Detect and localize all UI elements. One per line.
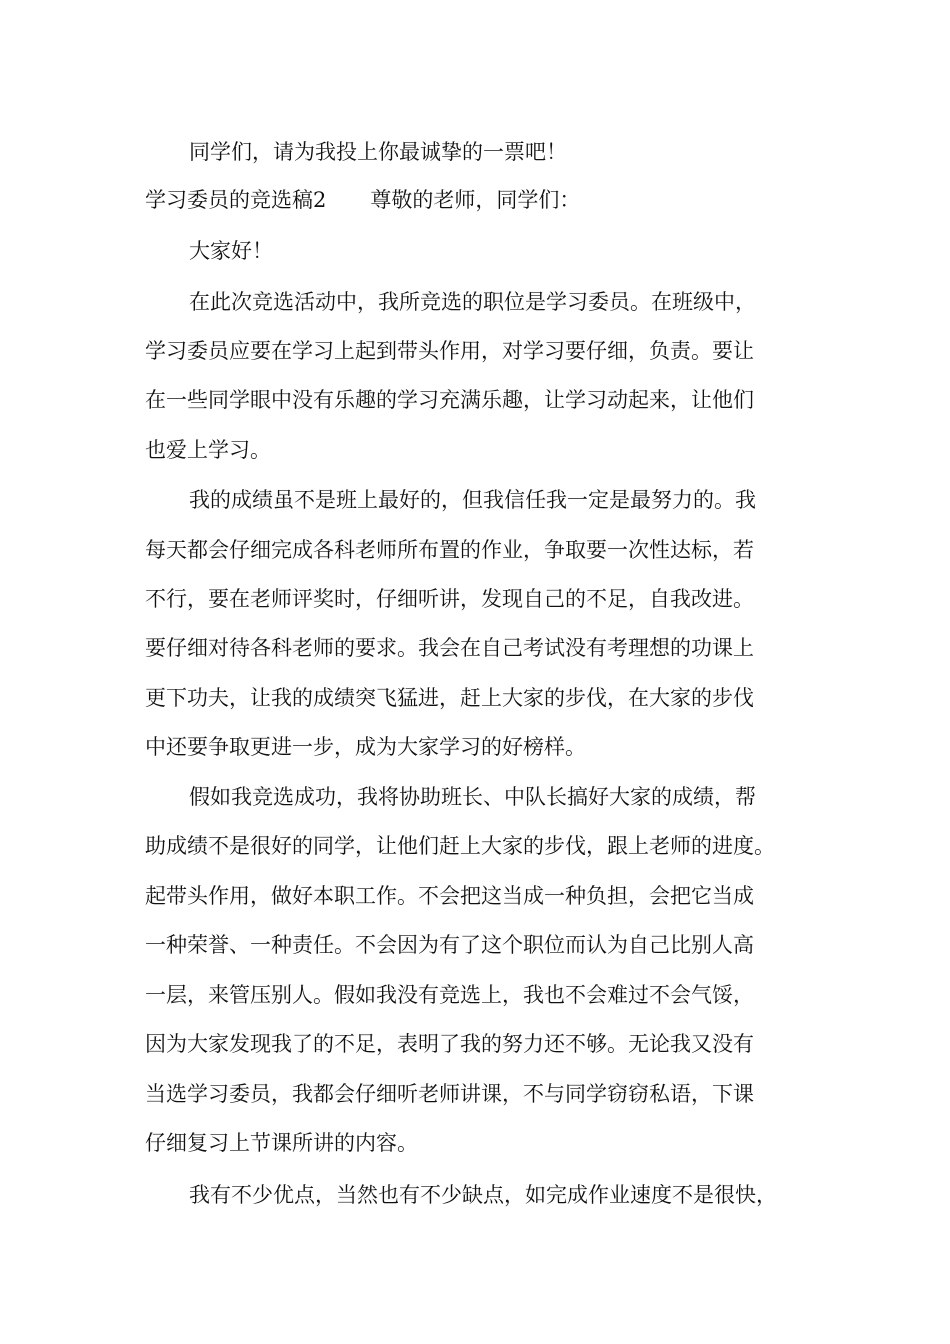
paragraph-line: 不行，要在老师评奖时，仔细听讲，发现自己的不足，自我改进。 — [145, 587, 754, 611]
paragraph-line: 仔细复习上节课所讲的内容。 — [145, 1131, 418, 1155]
paragraph-line: 更下功夫，让我的成绩突飞猛进，赶上大家的步伐，在大家的步伐 — [145, 686, 754, 710]
paragraph-line: 起带头作用，做好本职工作。不会把这当成一种负担，会把它当成 — [145, 884, 754, 908]
greeting: 大家好！ — [189, 239, 273, 263]
paragraph-line: 一种荣誉、一种责任。不会因为有了这个职位而认为自己比别人高 — [145, 933, 754, 957]
paragraph-line: 要仔细对待各科老师的要求。我会在自己考试没有考理想的功课上 — [145, 636, 754, 660]
paragraph-line: 当选学习委员，我都会仔细听老师讲课，不与同学窃窃私语，下课 — [145, 1082, 754, 1106]
paragraph-line: 一层，来管压别人。假如我没有竞选上，我也不会难过不会气馁， — [145, 983, 754, 1007]
paragraph-line: 每天都会仔细完成各科老师所布置的作业，争取要一次性达标，若 — [145, 538, 754, 562]
closing-line: 同学们，请为我投上你最诚挚的一票吧！ — [189, 140, 567, 164]
paragraph-line: 在一些同学眼中没有乐趣的学习充满乐趣，让学习动起来，让他们 — [145, 388, 754, 412]
paragraph-line: 在此次竞选活动中，我所竞选的职位是学习委员。在班级中， — [189, 290, 756, 314]
section-heading-line — [145, 186, 580, 214]
paragraph-line: 我有不少优点，当然也有不少缺点，如完成作业速度不是很快， — [189, 1183, 777, 1207]
paragraph-line: 中还要争取更进一步，成为大家学习的好榜样。 — [145, 735, 586, 759]
salutation: 尊敬的老师，同学们： — [370, 188, 581, 212]
paragraph-line: 学习委员应要在学习上起到带头作用，对学习要仔细，负责。要让 — [145, 339, 754, 363]
paragraph-line: 也爱上学习。 — [145, 438, 271, 462]
paragraph-line: 我的成绩虽不是班上最好的，但我信任我一定是最努力的。我 — [189, 488, 756, 512]
section-title: 学习委员的竞选稿2 — [145, 188, 327, 212]
paragraph-line: 因为大家发现我了的不足，表明了我的努力还不够。无论我又没有 — [145, 1032, 754, 1056]
paragraph-line: 助成绩不是很好的同学，让他们赶上大家的步伐，跟上老师的进度。 — [145, 834, 775, 858]
paragraph-line: 假如我竞选成功，我将协助班长、中队长搞好大家的成绩，帮 — [189, 785, 756, 809]
